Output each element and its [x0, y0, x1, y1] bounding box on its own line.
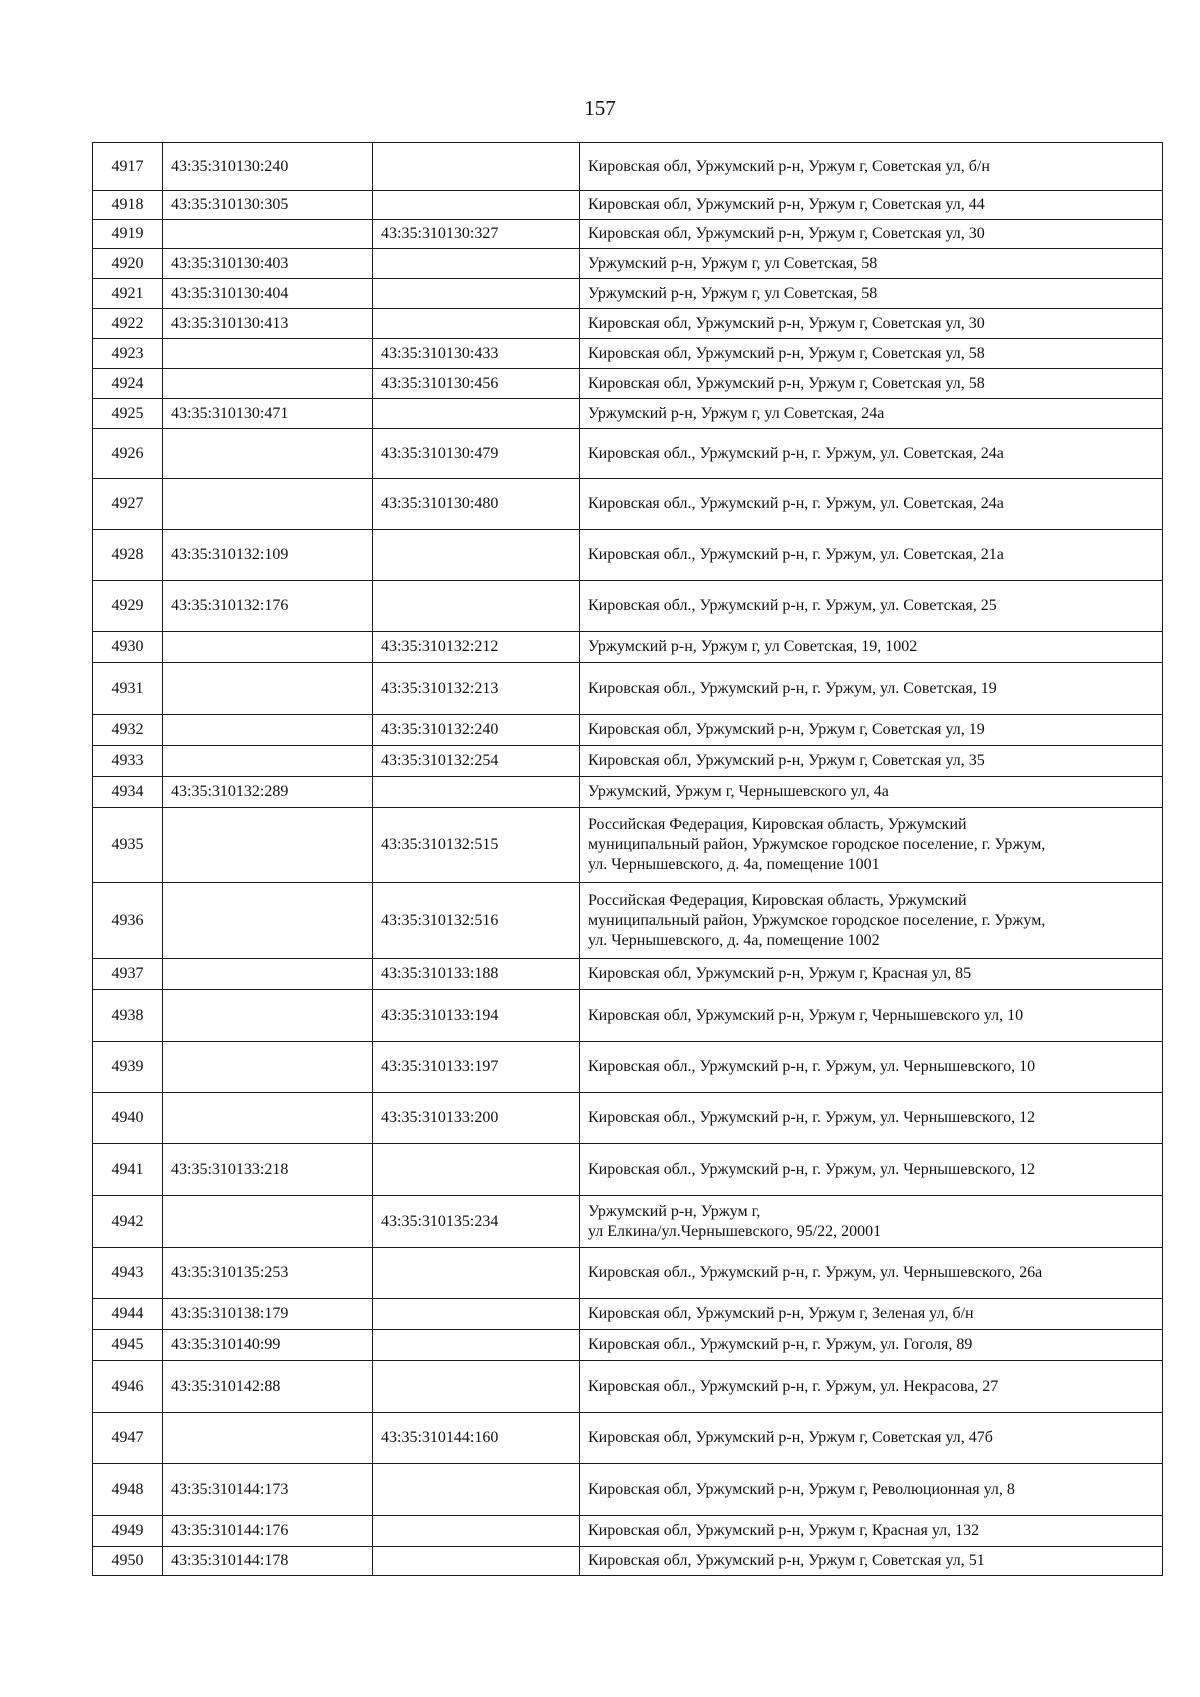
address-line: Уржумский, Уржум г, Чернышевского ул, 4а [588, 783, 889, 800]
cadastral-number-secondary [373, 191, 580, 220]
row-number: 4947 [93, 1413, 163, 1464]
address-line: Российская Федерация, Кировская область, Уржумский [588, 891, 967, 909]
address-cell [580, 777, 1163, 808]
row-number: 4918 [93, 191, 163, 220]
cadastral-number-secondary: 43:35:310132:212 [373, 632, 580, 663]
cadastral-number-secondary [373, 1361, 580, 1413]
registry-table-body [93, 143, 1163, 1576]
table-row [93, 777, 1163, 808]
row-number: 4928 [93, 530, 163, 581]
row-number: 4946 [93, 1361, 163, 1413]
address-line: Кировская обл, Уржумский р-н, Уржум г, Зеленая ул, б/н [588, 1305, 974, 1322]
row-number: 4920 [93, 249, 163, 279]
cadastral-number-secondary: 43:35:310133:194 [373, 990, 580, 1042]
address-line: Кировская обл., Уржумский р-н, г. Уржум, ул. Некрасова, 27 [588, 1377, 999, 1395]
address-line: Кировская обл., Уржумский р-н, г. Уржум, ул. Чернышевского, 12 [588, 1160, 1036, 1178]
cadastral-number [163, 429, 373, 479]
cadastral-number-secondary: 43:35:310130:327 [373, 220, 580, 249]
cadastral-number: 43:35:310144:176 [163, 1516, 373, 1547]
table-row [93, 279, 1163, 309]
table-row [93, 581, 1163, 632]
cadastral-number-secondary: 43:35:310130:433 [373, 339, 580, 369]
address-line: Кировская обл, Уржумский р-н, Уржум г, Советская ул, 58 [588, 344, 985, 362]
cadastral-number-secondary: 43:35:310144:160 [373, 1413, 580, 1464]
row-number: 4949 [93, 1516, 163, 1547]
cadastral-number: 43:35:310130:240 [163, 143, 373, 191]
row-number: 4937 [93, 959, 163, 990]
address-line: Кировская обл., Уржумский р-н, г. Уржум, ул. Советская, 21а [588, 546, 1004, 563]
row-number: 4948 [93, 1464, 163, 1516]
address-cell [580, 1144, 1163, 1196]
cadastral-number [163, 663, 373, 715]
address-cell [580, 581, 1163, 632]
address-line: Кировская обл, Уржумский р-н, Уржум г, Советская ул, 47б [588, 1429, 993, 1446]
address-line: муниципальный район, Уржумское городское поселение, г. Уржум, [588, 911, 1046, 929]
address-line: Кировская обл, Уржумский р-н, Уржум г, Чернышевского ул, 10 [588, 1006, 1024, 1024]
cadastral-number [163, 1196, 373, 1248]
row-number: 4936 [93, 883, 163, 959]
cadastral-number [163, 990, 373, 1042]
table-row [93, 632, 1163, 663]
cadastral-number-secondary: 43:35:310132:516 [373, 883, 580, 959]
address-cell [580, 1516, 1163, 1547]
address-cell [580, 715, 1163, 746]
row-number: 4940 [93, 1093, 163, 1144]
address-line: Кировская обл., Уржумский р-н, г. Уржум, ул. Гоголя, 89 [588, 1336, 973, 1353]
address-line: Кировская обл, Уржумский р-н, Уржум г, Красная ул, 132 [588, 1522, 980, 1539]
address-cell [580, 808, 1163, 883]
table-row [93, 143, 1163, 191]
table-row [93, 1196, 1163, 1248]
table-row [93, 399, 1163, 429]
row-number: 4926 [93, 429, 163, 479]
address-line: Уржумский р-н, Уржум г, ул Советская, 19, 1002 [588, 638, 918, 655]
address-cell [580, 1547, 1163, 1576]
cadastral-number-secondary [373, 777, 580, 808]
address-cell [580, 339, 1163, 369]
table-row [93, 369, 1163, 399]
cadastral-number: 43:35:310130:305 [163, 191, 373, 220]
row-number: 4927 [93, 479, 163, 530]
row-number: 4941 [93, 1144, 163, 1196]
cadastral-number [163, 1042, 373, 1093]
address-line: Кировская обл., Уржумский р-н, г. Уржум, ул. Чернышевского, 12 [588, 1109, 1036, 1126]
cadastral-number: 43:35:310140:99 [163, 1330, 373, 1361]
address-cell [580, 1093, 1163, 1144]
cadastral-number-secondary: 43:35:310132:254 [373, 746, 580, 777]
cadastral-number: 43:35:310142:88 [163, 1361, 373, 1413]
address-line: Кировская обл, Уржумский р-н, Уржум г, Советская ул, 19 [588, 721, 985, 738]
address-line: ул Елкина/ул.Чернышевского, 95/22, 20001 [588, 1222, 882, 1240]
table-row [93, 1464, 1163, 1516]
registry-table [92, 142, 1163, 1576]
cadastral-number [163, 369, 373, 399]
cadastral-number: 43:35:310130:471 [163, 399, 373, 429]
cadastral-number: 43:35:310133:218 [163, 1144, 373, 1196]
address-cell [580, 959, 1163, 990]
table-row [93, 191, 1163, 220]
cadastral-number-secondary: 43:35:310130:479 [373, 429, 580, 479]
cadastral-number-secondary [373, 1299, 580, 1330]
address-cell [580, 143, 1163, 191]
row-number: 4925 [93, 399, 163, 429]
address-cell [580, 1248, 1163, 1299]
table-row [93, 1093, 1163, 1144]
cadastral-number-secondary: 43:35:310132:515 [373, 808, 580, 883]
row-number: 4933 [93, 746, 163, 777]
address-line: Кировская обл., Уржумский р-н, г. Уржум, ул. Советская, 24а [588, 444, 1004, 462]
address-cell [580, 279, 1163, 309]
cadastral-number: 43:35:310144:173 [163, 1464, 373, 1516]
table-row [93, 959, 1163, 990]
row-number: 4935 [93, 808, 163, 883]
table-row [93, 220, 1163, 249]
cadastral-number-secondary [373, 1547, 580, 1576]
address-cell [580, 883, 1163, 959]
address-line: Кировская обл., Уржумский р-н, г. Уржум, ул. Чернышевского, 26а [588, 1264, 1043, 1281]
cadastral-number-secondary: 43:35:310130:480 [373, 479, 580, 530]
address-cell [580, 1413, 1163, 1464]
cadastral-number-secondary [373, 249, 580, 279]
table-row [93, 429, 1163, 479]
table-row [93, 808, 1163, 883]
cadastral-number-secondary [373, 581, 580, 632]
address-line: Кировская обл, Уржумский р-н, Уржум г, Красная ул, 85 [588, 965, 972, 982]
address-cell [580, 399, 1163, 429]
cadastral-number-secondary: 43:35:310133:188 [373, 959, 580, 990]
table-row [93, 309, 1163, 339]
address-line: Российская Федерация, Кировская область, Уржумский [588, 816, 967, 833]
table-row [93, 1330, 1163, 1361]
cadastral-number [163, 959, 373, 990]
cadastral-number-secondary [373, 1516, 580, 1547]
row-number: 4931 [93, 663, 163, 715]
row-number: 4934 [93, 777, 163, 808]
cadastral-number-secondary [373, 1464, 580, 1516]
address-cell [580, 1361, 1163, 1413]
address-line: Кировская обл., Уржумский р-н, г. Уржум, ул. Советская, 24а [588, 495, 1004, 512]
address-line: Кировская обл, Уржумский р-н, Уржум г, Советская ул, 30 [588, 314, 985, 332]
cadastral-number: 43:35:310130:403 [163, 249, 373, 279]
row-number: 4922 [93, 309, 163, 339]
address-cell [580, 191, 1163, 220]
address-cell [580, 220, 1163, 249]
table-row [93, 1248, 1163, 1299]
cadastral-number-secondary [373, 1144, 580, 1196]
row-number: 4929 [93, 581, 163, 632]
address-line: Кировская обл., Уржумский р-н, г. Уржум, ул. Советская, 19 [588, 679, 997, 697]
address-line: Уржумский р-н, Уржум г, [588, 1202, 761, 1220]
address-line: Уржумский р-н, Уржум г, ул Советская, 58 [588, 284, 878, 302]
table-row [93, 1516, 1163, 1547]
cadastral-number [163, 220, 373, 249]
cadastral-number-secondary: 43:35:310133:200 [373, 1093, 580, 1144]
cadastral-number: 43:35:310130:404 [163, 279, 373, 309]
row-number: 4923 [93, 339, 163, 369]
address-cell [580, 530, 1163, 581]
address-cell [580, 990, 1163, 1042]
cadastral-number: 43:35:310130:413 [163, 309, 373, 339]
cadastral-number: 43:35:310132:289 [163, 777, 373, 808]
table-row [93, 339, 1163, 369]
address-line: Кировская обл, Уржумский р-н, Уржум г, Советская ул, 58 [588, 374, 985, 392]
address-cell [580, 746, 1163, 777]
address-line: Уржумский р-н, Уржум г, ул Советская, 24а [588, 404, 885, 422]
address-cell [580, 429, 1163, 479]
address-line: Кировская обл, Уржумский р-н, Уржум г, Советская ул, 51 [588, 1552, 985, 1569]
address-cell [580, 1464, 1163, 1516]
cadastral-number [163, 883, 373, 959]
address-line: Кировская обл, Уржумский р-н, Уржум г, Революционная ул, 8 [588, 1480, 1015, 1498]
address-cell [580, 249, 1163, 279]
table-row [93, 746, 1163, 777]
row-number: 4939 [93, 1042, 163, 1093]
address-cell [580, 369, 1163, 399]
cadastral-number: 43:35:310138:179 [163, 1299, 373, 1330]
address-line: ул. Чернышевского, д. 4а, помещение 1002 [588, 931, 880, 949]
cadastral-number-secondary: 43:35:310132:240 [373, 715, 580, 746]
cadastral-number-secondary [373, 1330, 580, 1361]
cadastral-number: 43:35:310132:176 [163, 581, 373, 632]
address-line: Кировская обл, Уржумский р-н, Уржум г, Советская ул, б/н [588, 157, 990, 175]
page-number: 157 [584, 96, 616, 120]
table-row [93, 715, 1163, 746]
address-line: Кировская обл, Уржумский р-н, Уржум г, Советская ул, 35 [588, 752, 985, 769]
cadastral-number [163, 632, 373, 663]
cadastral-number: 43:35:310144:178 [163, 1547, 373, 1576]
cadastral-number-secondary [373, 399, 580, 429]
row-number: 4944 [93, 1299, 163, 1330]
address-line: Кировская обл., Уржумский р-н, г. Уржум, ул. Советская, 25 [588, 597, 997, 614]
cadastral-number [163, 715, 373, 746]
address-cell [580, 1042, 1163, 1093]
cadastral-number [163, 746, 373, 777]
table-row [93, 1361, 1163, 1413]
row-number: 4945 [93, 1330, 163, 1361]
cadastral-number-secondary: 43:35:310133:197 [373, 1042, 580, 1093]
table-row [93, 1547, 1163, 1576]
address-cell [580, 1330, 1163, 1361]
table-row [93, 663, 1163, 715]
cadastral-number-secondary [373, 279, 580, 309]
table-row [93, 883, 1163, 959]
table-row [93, 1042, 1163, 1093]
row-number: 4932 [93, 715, 163, 746]
cadastral-number [163, 339, 373, 369]
row-number: 4924 [93, 369, 163, 399]
cadastral-number-secondary: 43:35:310132:213 [373, 663, 580, 715]
table-row [93, 990, 1163, 1042]
cadastral-number [163, 808, 373, 883]
table-row [93, 479, 1163, 530]
address-cell [580, 1196, 1163, 1248]
row-number: 4938 [93, 990, 163, 1042]
row-number: 4950 [93, 1547, 163, 1576]
row-number: 4942 [93, 1196, 163, 1248]
address-cell [580, 663, 1163, 715]
address-line: муниципальный район, Уржумское городское поселение, г. Уржум, [588, 836, 1046, 853]
cadastral-number: 43:35:310132:109 [163, 530, 373, 581]
row-number: 4930 [93, 632, 163, 663]
table-row [93, 249, 1163, 279]
row-number: 4919 [93, 220, 163, 249]
cadastral-number: 43:35:310135:253 [163, 1248, 373, 1299]
row-number: 4921 [93, 279, 163, 309]
address-cell [580, 632, 1163, 663]
address-cell [580, 1299, 1163, 1330]
table-row [93, 1299, 1163, 1330]
cadastral-number [163, 479, 373, 530]
cadastral-number-secondary [373, 309, 580, 339]
address-line: Кировская обл, Уржумский р-н, Уржум г, Советская ул, 30 [588, 225, 985, 242]
address-line: Кировская обл., Уржумский р-н, г. Уржум, ул. Чернышевского, 10 [588, 1058, 1036, 1075]
cadastral-number-secondary [373, 143, 580, 191]
address-line: Кировская обл, Уржумский р-н, Уржум г, Советская ул, 44 [588, 196, 985, 213]
table-row [93, 1144, 1163, 1196]
cadastral-number [163, 1413, 373, 1464]
table-row [93, 530, 1163, 581]
address-line: ул. Чернышевского, д. 4а, помещение 1001 [588, 856, 880, 873]
row-number: 4943 [93, 1248, 163, 1299]
cadastral-number-secondary [373, 530, 580, 581]
cadastral-number-secondary: 43:35:310135:234 [373, 1196, 580, 1248]
cadastral-number-secondary [373, 1248, 580, 1299]
cadastral-number [163, 1093, 373, 1144]
address-cell [580, 479, 1163, 530]
row-number: 4917 [93, 143, 163, 191]
cadastral-number-secondary: 43:35:310130:456 [373, 369, 580, 399]
table-row [93, 1413, 1163, 1464]
address-line: Уржумский р-н, Уржум г, ул Советская, 58 [588, 254, 878, 272]
address-cell [580, 309, 1163, 339]
